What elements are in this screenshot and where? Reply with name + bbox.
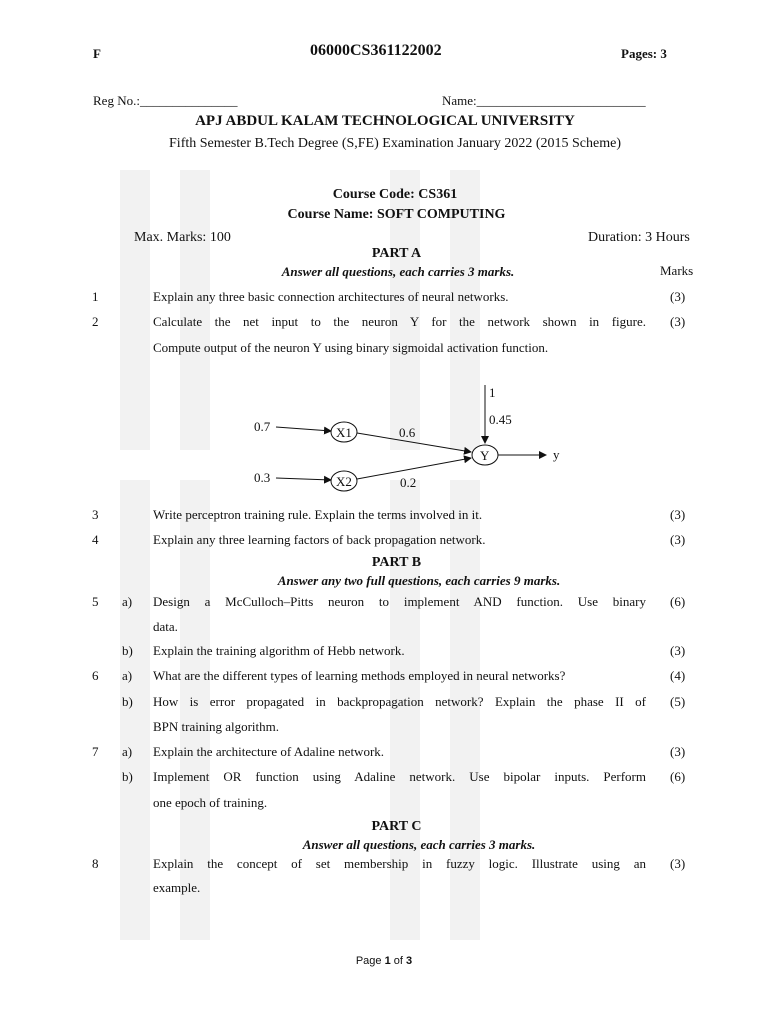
part-c-title: PART C [371, 819, 422, 834]
question-marks: (3) [670, 532, 686, 547]
node-x1-label: X1 [336, 425, 352, 440]
question-number: 8 [92, 856, 99, 871]
duration: Duration: 3 Hours [588, 230, 690, 245]
university-title: APJ ABDUL KALAM TECHNOLOGICAL UNIVERSITY [195, 113, 575, 129]
question-text: Write perceptron training rule. Explain the terms involved in it. [153, 507, 483, 522]
page-footer [0, 955, 768, 967]
question-part: a) [122, 668, 133, 683]
question-number: 4 [92, 532, 99, 547]
part-a-title: PART A [371, 246, 422, 261]
question-text-line-2: BPN training algorithm. [153, 719, 280, 734]
question-marks: (6) [670, 594, 686, 609]
question-part: a) [122, 744, 133, 759]
paper-set-code: F [93, 46, 101, 61]
input-1-value: 0.7 [254, 419, 271, 434]
part-c-instruction: Answer all questions, each carries 3 marks. [302, 837, 536, 852]
weight-2-label: 0.2 [400, 475, 417, 490]
question-marks: (3) [670, 856, 686, 871]
marks-column-label: Marks [660, 263, 694, 278]
input-2-value: 0.3 [254, 470, 271, 485]
question-marks: (3) [670, 289, 686, 304]
question-text-line-1: Calculate the net input to the neuron Y for the network shown in figure. [153, 314, 646, 329]
question-text-line-1: How is error propagated in backpropagation network? Explain the phase II of [153, 694, 646, 709]
course-name: Course Name: SOFT COMPUTING [287, 207, 506, 222]
question-text-line-1: Design a McCulloch–Pitts neuron to implement AND function. Use binary [153, 594, 646, 609]
question-part: b) [122, 643, 133, 658]
input-2-arrow [276, 478, 331, 480]
question-text-line-2: example. [153, 880, 201, 895]
question-number: 5 [92, 594, 99, 609]
node-y-label: Y [480, 448, 490, 463]
question-marks: (3) [670, 507, 686, 522]
question-marks: (4) [670, 668, 686, 683]
question-text-line-2: one epoch of training. [153, 795, 268, 810]
input-1-arrow [276, 427, 331, 431]
question-marks: (3) [670, 314, 686, 329]
question-text: Explain any three basic connection architectures of neural networks. [153, 289, 509, 304]
exam-title: Fifth Semester B.Tech Degree (S,FE) Examination January 2022 (2015 Scheme) [169, 136, 621, 151]
node-x2-label: X2 [336, 474, 352, 489]
question-text: Explain the architecture of Adaline network. [153, 744, 385, 759]
page-prefix: Page [355, 955, 385, 967]
weight-1-label: 0.6 [399, 425, 416, 440]
question-text-line-1: Explain the concept of set membership in fuzzy logic. Illustrate using an [153, 856, 646, 871]
question-number: 6 [92, 668, 99, 683]
bias-weight-label: 0.45 [489, 412, 512, 427]
question-marks: (5) [670, 694, 686, 709]
page-of: of [390, 955, 407, 967]
question-marks: (3) [670, 643, 686, 658]
question-marks: (3) [670, 744, 686, 759]
page-number: 1 [384, 955, 391, 967]
question-text: What are the different types of learning methods employed in neural networks? [153, 668, 566, 683]
question-part: b) [122, 694, 133, 709]
part-b-instruction: Answer any two full questions, each carries 9 marks. [277, 573, 561, 588]
max-marks: Max. Marks: 100 [134, 230, 231, 245]
name-field: Name:__________________________ [442, 93, 646, 108]
question-text-line-2: data. [153, 619, 178, 634]
question-part: a) [122, 594, 133, 609]
page-total: 3 [406, 955, 413, 967]
paper-code: 06000CS361122002 [310, 42, 442, 59]
course-code: Course Code: CS361 [332, 187, 458, 202]
question-text-line-1: Implement OR function using Adaline network. Use bipolar inputs. Perform [153, 769, 646, 784]
neural-network-diagram [240, 380, 580, 500]
page-count: Pages: 3 [621, 46, 667, 61]
output-label: y [553, 447, 560, 462]
question-text: Explain the training algorithm of Hebb network. [153, 643, 405, 658]
question-text: Explain any three learning factors of back propagation network. [153, 532, 486, 547]
question-number: 1 [92, 289, 99, 304]
part-a-instruction: Answer all questions, each carries 3 marks. [281, 264, 515, 279]
question-number: 2 [92, 314, 99, 329]
bias-input-label: 1 [489, 385, 496, 400]
question-marks: (6) [670, 769, 686, 784]
question-number: 7 [92, 744, 99, 759]
question-part: b) [122, 769, 133, 784]
question-text-line-2: Compute output of the neuron Y using binary sigmoidal activation function. [153, 340, 549, 355]
question-number: 3 [92, 507, 99, 522]
reg-no-field: Reg No.:_______________ [93, 93, 238, 108]
part-b-title: PART B [371, 555, 422, 570]
